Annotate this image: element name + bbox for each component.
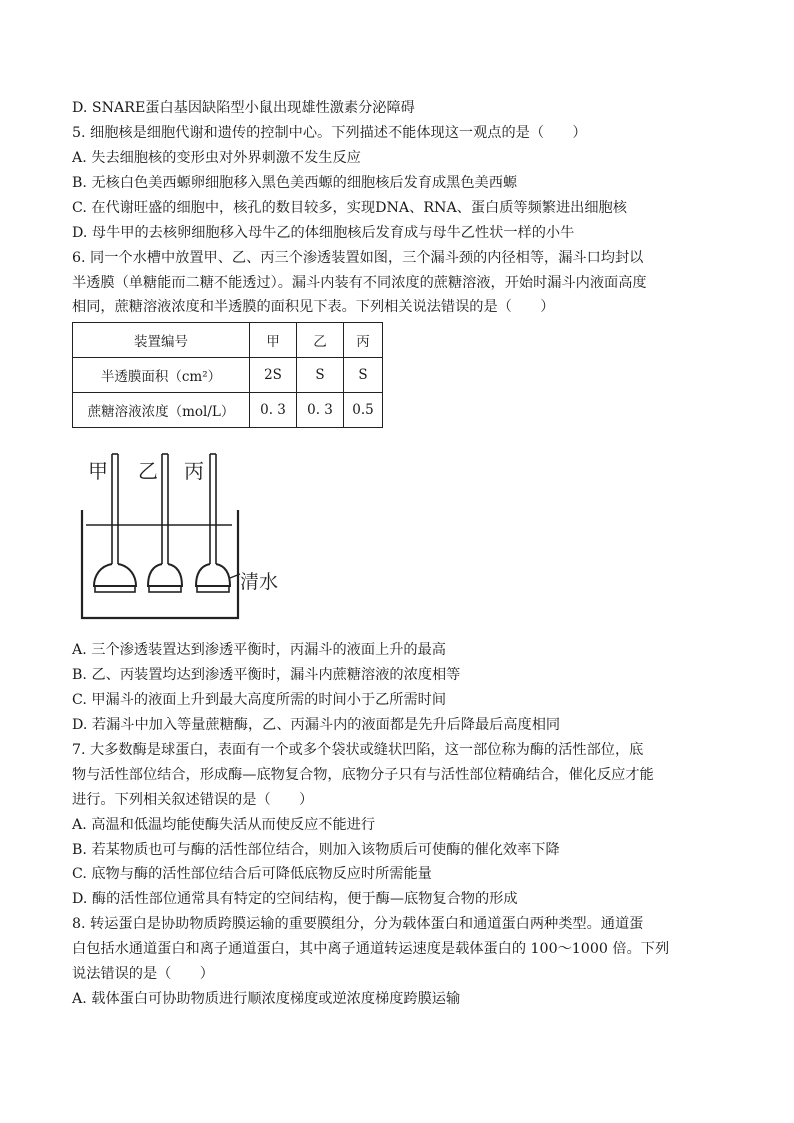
table-row bbox=[73, 323, 383, 358]
table-row bbox=[73, 358, 383, 393]
table-cell: 半透膜面积（cm²） bbox=[73, 358, 250, 393]
q6-option-d: D. 若漏斗中加入等量蔗糖酶，乙、丙漏斗内的液面都是先升后降最后高度相同 bbox=[72, 717, 561, 733]
q6-option-a: A. 三个渗透装置达到渗透平衡时，丙漏斗的液面上升的最高 bbox=[72, 642, 446, 658]
q7-option-d: D. 酶的活性部位通常具有特定的空间结构，便于酶—底物复合物的形成 bbox=[72, 891, 518, 907]
question-8-stem-2: 白包括水通道蛋白和离子通道蛋白，其中离子通道转运速度是载体蛋白的 100～1000 倍。下列 bbox=[72, 941, 670, 957]
table-row bbox=[73, 393, 383, 428]
label-yi: 乙 bbox=[138, 459, 158, 483]
question-6-stem-2: 半透膜（单糖能而二糖不能透过）。漏斗内装有不同浓度的蔗糖溶液，开始时漏斗内液面高度 bbox=[72, 275, 647, 291]
option-d-q4: D. SNARE蛋白基因缺陷型小鼠出现雄性激素分泌障碍 bbox=[72, 100, 415, 116]
q7-option-b: B. 若某物质也可与酶的活性部位结合，则加入该物质后可使酶的催化效率下降 bbox=[72, 842, 560, 858]
q8-option-a: A. 载体蛋白可协助物质进行顺浓度梯度或逆浓度梯度跨膜运输 bbox=[72, 991, 461, 1007]
question-6-stem-1: 6. 同一个水槽中放置甲、乙、丙三个渗透装置如图，三个漏斗颈的内径相等，漏斗口均封以 bbox=[72, 250, 644, 266]
question-7-stem-2: 物与活性部位结合，形成酶—底物复合物，底物分子只有与活性部位精确结合，催化反应才能 bbox=[72, 767, 654, 783]
q5-option-a: A. 失去细胞核的变形虫对外界刺激不发生反应 bbox=[72, 150, 361, 166]
osmosis-table bbox=[72, 322, 383, 428]
table-cell: 乙 bbox=[297, 323, 344, 358]
table-cell: 2S bbox=[250, 358, 297, 393]
question-6-stem-3: 相同，蔗糖溶液浓度和半透膜的面积见下表。下列相关说法错误的是（ ） bbox=[72, 299, 555, 315]
q7-option-c: C. 底物与酶的活性部位结合后可降低底物反应时所需能量 bbox=[72, 866, 432, 882]
table-cell: 0. 3 bbox=[250, 393, 297, 428]
question-8-stem-3: 说法错误的是（ ） bbox=[72, 966, 214, 982]
question-5-stem: 5. 细胞核是细胞代谢和遗传的控制中心。下列描述不能体现这一观点的是（ ） bbox=[72, 125, 587, 141]
label-bing: 丙 bbox=[184, 459, 204, 483]
q6-option-c: C. 甲漏斗的液面上升到最大高度所需的时间小于乙所需时间 bbox=[72, 692, 447, 708]
q6-option-b: B. 乙、丙装置均达到渗透平衡时，漏斗内蔗糖溶液的浓度相等 bbox=[72, 667, 461, 683]
label-jia: 甲 bbox=[88, 459, 108, 483]
table-cell: 装置编号 bbox=[73, 323, 250, 358]
q5-option-c: C. 在代谢旺盛的细胞中，核孔的数目较多，实现DNA、RNA、蛋白质等频繁进出细胞核 bbox=[72, 200, 627, 216]
question-7-stem-1: 7. 大多数酶是球蛋白，表面有一个或多个袋状或缝状凹陷，这一部位称为酶的活性部位，底 bbox=[72, 742, 644, 758]
table-cell: 甲 bbox=[250, 323, 297, 358]
q5-option-b: B. 无核白色美西螈卵细胞移入黑色美西螈的细胞核后发育成黑色美西螈 bbox=[72, 175, 518, 191]
q5-option-d: D. 母牛甲的去核卵细胞移入母牛乙的体细胞核后发育成与母牛乙性状一样的小牛 bbox=[72, 225, 575, 241]
table-cell: 0. 3 bbox=[297, 393, 344, 428]
table-cell: S bbox=[297, 358, 344, 393]
osmosis-apparatus-figure bbox=[80, 448, 280, 620]
table-cell: 0.5 bbox=[344, 393, 383, 428]
label-water: 清水 bbox=[240, 571, 279, 593]
table-cell: 蔗糖溶液浓度（mol/L） bbox=[73, 393, 250, 428]
table-cell: 丙 bbox=[344, 323, 383, 358]
q7-option-a: A. 高温和低温均能使酶失活从而使反应不能进行 bbox=[72, 817, 376, 833]
question-8-stem-1: 8. 转运蛋白是协助物质跨膜运输的重要膜组分，分为载体蛋白和通道蛋白两种类型。通道蛋 bbox=[72, 916, 644, 932]
table-cell: S bbox=[344, 358, 383, 393]
question-7-stem-3: 进行。下列相关叙述错误的是（ ） bbox=[72, 792, 314, 808]
